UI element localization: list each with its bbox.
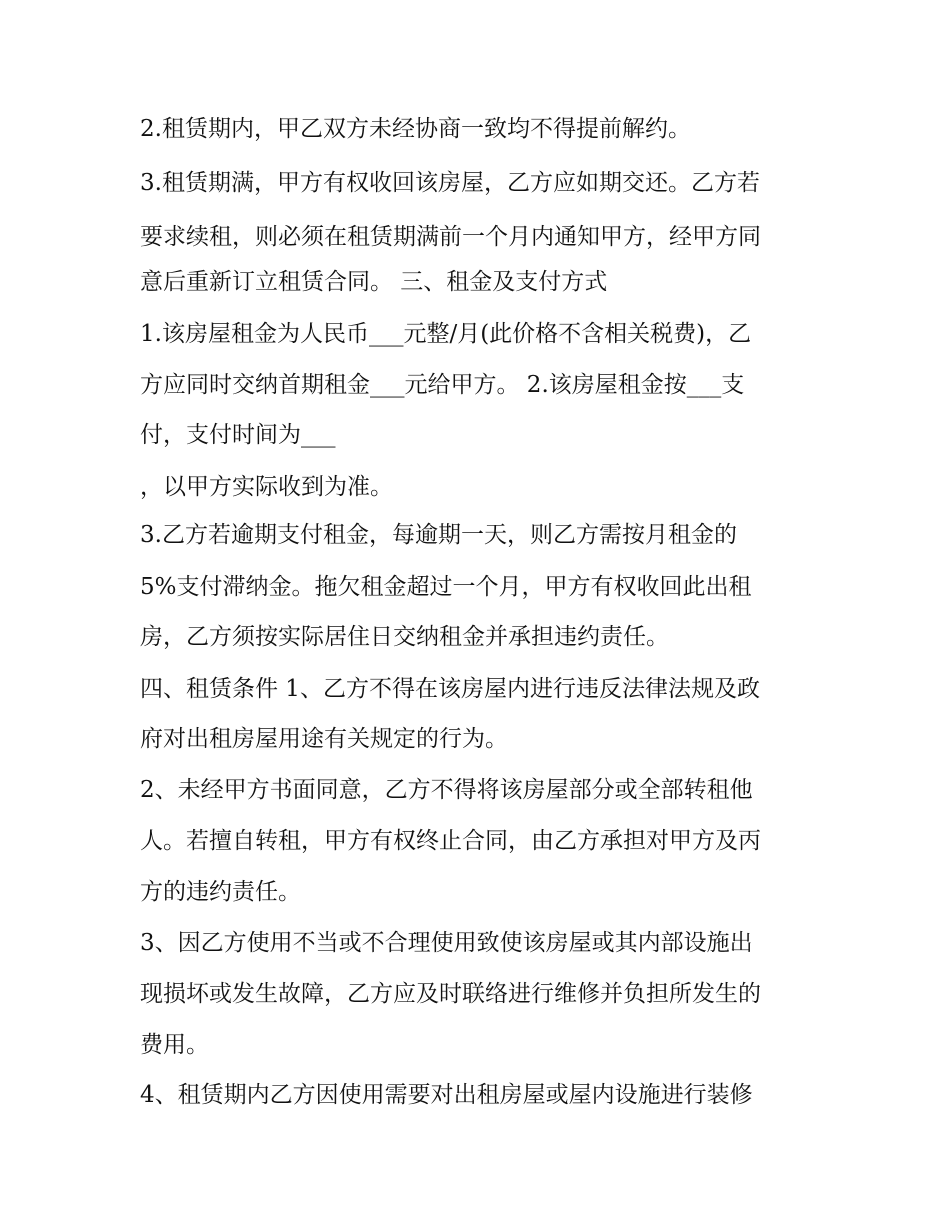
text-line: 费用。 [140, 1032, 209, 1058]
text-line: 4、租赁期内乙方因使用需要对出租房屋或屋内设施进行装修 [140, 1082, 753, 1108]
text-line: 5%支付滞纳金。拖欠租金超过一个月，甲方有权收回此出租 [140, 574, 752, 600]
text-line: 要求续租，则必须在租赁期满前一个月内通知甲方，经甲方同 [140, 224, 761, 250]
text-line: 3.租赁期满，甲方有权收回该房屋，乙方应如期交还。乙方若 [140, 170, 760, 196]
text-line: 2、未经甲方书面同意，乙方不得将该房屋部分或全部转租他 [140, 777, 753, 803]
text-line: 3、因乙方使用不当或不合理使用致使该房屋或其内部设施出 [140, 930, 753, 956]
text-line: 1.该房屋租金为人民币___元整/月(此价格不含相关税费)，乙 [140, 321, 752, 347]
text-line: 府对出租房屋用途有关规定的行为。 [140, 726, 508, 752]
text-line: ，以甲方实际收到为准。 [140, 474, 393, 500]
text-line: 现损坏或发生故障，乙方应及时联络进行维修并负担所发生的 [140, 981, 761, 1007]
text-line: 2.租赁期内，甲乙双方未经协商一致均不得提前解约。 [140, 116, 691, 142]
text-line: 意后重新订立租赁合同。 三、租金及支付方式 [140, 269, 608, 295]
text-line: 方应同时交纳首期租金___元给甲方。 2.该房屋租金按___支 [140, 372, 745, 398]
text-line: 房，乙方须按实际居住日交纳租金并承担违约责任。 [140, 624, 669, 650]
text-line: 人。若擅自转租，甲方有权终止合同，由乙方承担对甲方及丙 [140, 828, 761, 854]
text-line: 付，支付时间为___ [140, 422, 336, 448]
text-line: 3.乙方若逾期支付租金，每逾期一天，则乙方需按月租金的 [140, 522, 737, 548]
text-line: 四、租赁条件 1、乙方不得在该房屋内进行违反法律法规及政 [140, 676, 760, 702]
text-line: 方的违约责任。 [140, 879, 301, 905]
